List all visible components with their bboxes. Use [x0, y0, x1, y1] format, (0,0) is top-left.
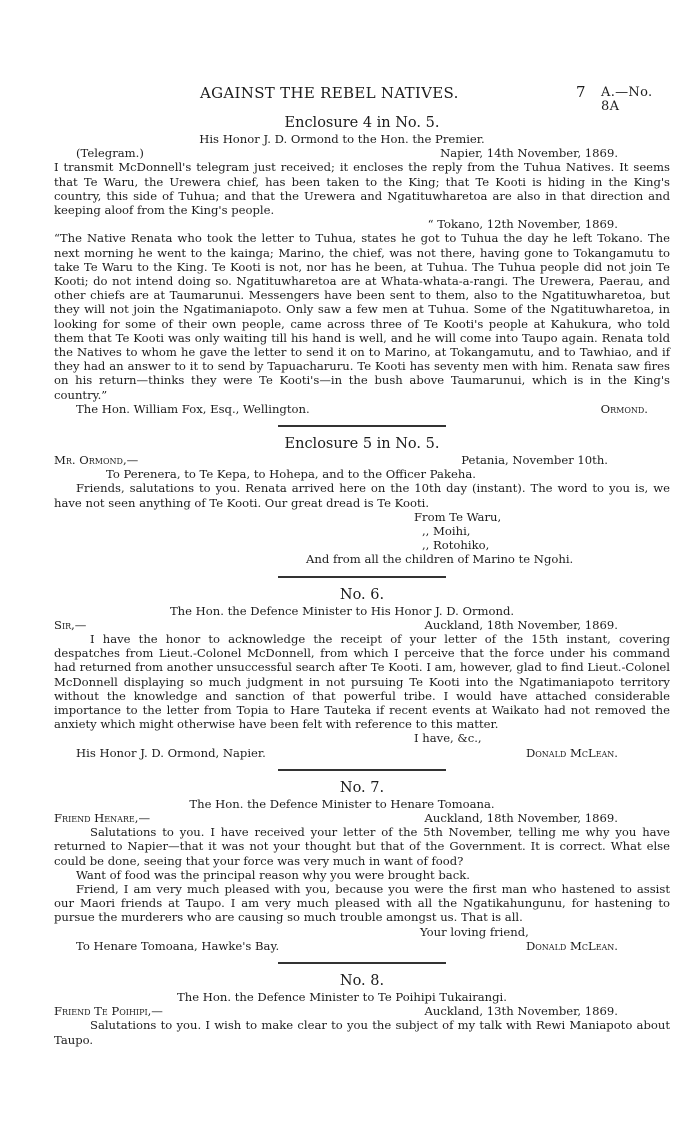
section-divider [278, 962, 446, 964]
signature: Donald McLean. [525, 745, 618, 760]
running-header [54, 83, 670, 115]
section-divider [278, 769, 446, 771]
quoted-telegram: “The Native Renata who took the letter to Tuhua, states he got to Tuhua the day he left Tokano. The next morning he went to the kainga; Marino, the chief, was not there, having gone to Tokangamutu to take Te Waru to the King. Te Kooti is not, nor has he been, at Tuhua. The Tuhua people did not join Te Kooti; do not intend doing so. Ngatituwharetoa are at Whata-whata-a-rangi. The Urewera, Paerau, and other chiefs are at Taumarunui. Messengers have been sent to them, also to the Ngatituwharetoa, but they will not join the Ngatimaniapoto. Only saw a few men at Tuhua. Some of the Ngatituwharetoa, in looking for some of their own people, came across three of Te Kooti's people at Kahukura, who told them that Te Kooti was only waiting till his hand is well, and he will come into Taupo again. Renata told the Natives to whom he gave the letter to send it on to Marino, at Tokangamutu, and to Tawhiao, and if they had an answer to it to send by Tapuacharuru. Te Kooti has seventy men with him. Renata saw fires on his return—thinks they were Te Kooti's—in the bush above Taumarunui, which is in the King's country.” [54, 231, 670, 402]
from-line: His Honor J. D. Ormond to the Hon. the Premier. [199, 132, 485, 146]
dateline: Napier, 14th November, 1869. [440, 146, 618, 161]
closing-line: Your loving friend, [420, 924, 529, 939]
letter-no-8 [54, 972, 670, 1047]
section-divider [278, 425, 446, 427]
section-divider [278, 576, 446, 578]
addressee: His Honor J. D. Ormond, Napier. [76, 745, 266, 760]
signature-row [54, 939, 670, 953]
body-text: Friends, salutations to you. Renata arrived here on the 10th day (instant). The word to you is, we have not seen anything of Te Kooti. Our great dread is Te Kooti. [54, 481, 670, 510]
address-line: To Perenera, to Te Kepa, to Hohepa, and to the Officer Pakeha. [106, 467, 476, 482]
signature-row [54, 746, 670, 760]
body-text: Friend, I am very much pleased with you, because you were the first man who hastened to assist our Maori friends at Taupo. I am very much pleased with all the Ngatikahungunu, for hastening to pursue the murderers who are causing so much trouble amongst us. That is all. [54, 882, 670, 925]
quote-dateline: “ Tokano, 12th November, 1869. [427, 217, 618, 232]
dateline: Auckland, 18th November, 1869. [424, 811, 618, 826]
salutation: Friend Henare,— [54, 811, 151, 826]
document-body [54, 114, 670, 1047]
salutation: Sir,— [54, 617, 87, 632]
section-title: No. 7. [339, 779, 385, 796]
closing-line: I have, &c., [414, 731, 482, 746]
signature: Donald McLean. [525, 938, 618, 953]
body-text: I transmit McDonnell's telegram just received; it encloses the reply from the Tuhua Natives. It seems that Te Waru, the Urewera chief, has been taken to the King; that Te Kooti is hiding in the King's country, this side of Tuhua; and that the Urewera and Ngatituwharetoa are also in that direction and keeping aloof from the King's people. [54, 160, 670, 217]
dateline: Auckland, 13th November, 1869. [424, 1004, 618, 1019]
section-title: No. 6. [339, 586, 385, 603]
addressee: To Henare Tomoana, Hawke's Bay. [76, 938, 280, 953]
signer: From Te Waru, [414, 509, 502, 524]
salutation-row [54, 453, 670, 467]
salutation-row [54, 811, 670, 825]
body-text: Salutations to you. I have received your letter of the 5th November, telling me why you have returned to Napier—that it was not your thought but that of the Government. It is correct. What else could be done, seeing that your force was very much in want of food? [54, 825, 670, 868]
signer: ,, Rotohiko, [422, 538, 490, 553]
salutation-row [54, 1004, 670, 1018]
header-title: AGAINST THE REBEL NATIVES. [200, 84, 459, 102]
salutation: Mr. Ormond,— [54, 453, 139, 468]
dateline: Auckland, 18th November, 1869. [424, 617, 618, 632]
from-line: The Hon. the Defence Minister to Te Poihipi Tukairangi. [177, 990, 507, 1005]
signature: Ormond. [600, 401, 648, 416]
enclosure-5 [54, 435, 670, 567]
signer: ,, Moihi, [422, 524, 471, 539]
signature-row [54, 402, 670, 416]
from-line: The Hon. the Defence Minister to His Honor J. D. Ormond. [169, 603, 515, 618]
enclosure-4 [54, 114, 670, 416]
closing-line: And from all the children of Marino te Ngohi. [306, 552, 574, 567]
body-text: Want of food was the principal reason why you were brought back. [76, 867, 470, 882]
telegram-label: (Telegram.) [76, 146, 144, 161]
body-text: I have the honor to acknowledge the receipt of your letter of the 15th instant, covering despatches from Lieut.-Colonel McDonnell, from which I perceive that the force under his command had returned from another unsuccessful search after Te Kooti. I am, however, glad to find Lieut.-Colonel McDonnell displaying so much judgment in not pursuing Te Kooti into the Ngatimaniapoto territory without the knowledge and sanction of that powerful tribe. I would have attached considerable importance to the letter from Topia to Hare Tauteka if recent events at Waikato had not removed the anxiety which might otherwise have been felt with reference to this matter. [54, 632, 670, 732]
letter-no-7 [54, 779, 670, 953]
salutation-row [54, 618, 670, 632]
dateline-row [54, 146, 670, 160]
section-title: Enclosure 4 in No. 5. [284, 115, 440, 131]
signatories [54, 510, 670, 553]
section-title: No. 8. [339, 973, 385, 990]
section-title: Enclosure 5 in No. 5. [284, 436, 440, 453]
letter-no-6 [54, 586, 670, 760]
document-reference: A.—No. 8A [601, 85, 653, 115]
salutation: Friend Te Poihipi,— [54, 1004, 163, 1019]
body-text: Salutations to you. I wish to make clear to you the subject of my talk with Rewi Maniapoto about Taupo. [54, 1018, 670, 1047]
dateline: Petania, November 10th. [461, 453, 608, 468]
page-number: 7 [576, 83, 586, 101]
addressee: The Hon. William Fox, Esq., Wellington. [76, 401, 310, 416]
from-line: The Hon. the Defence Minister to Henare Tomoana. [189, 796, 495, 811]
